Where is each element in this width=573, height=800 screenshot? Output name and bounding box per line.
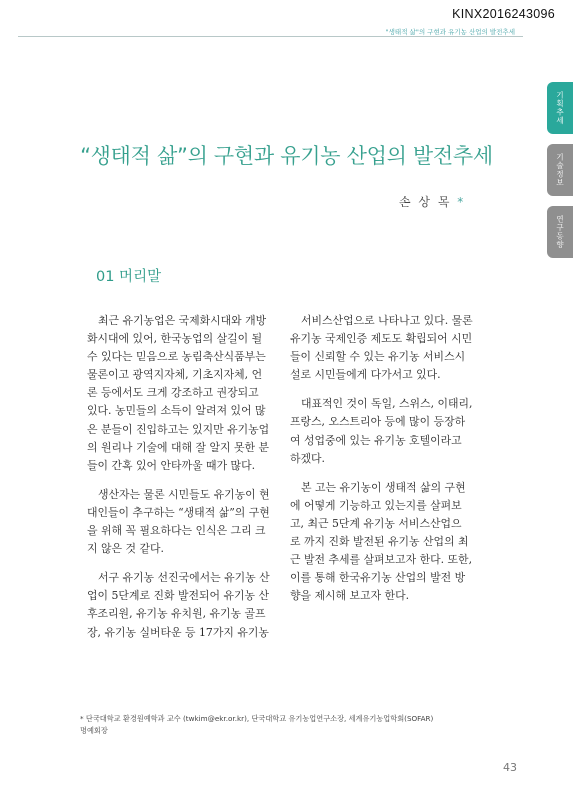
text-line: 들이 간혹 있어 안타까울 때가 많다. bbox=[87, 458, 256, 472]
text-line: 여 성업중에 있는 유기농 호텔이라고 bbox=[290, 433, 462, 447]
author-name: 손 상 목 bbox=[399, 195, 452, 209]
text-line: 대표적인 것이 독일, 스위스, 이태리, bbox=[301, 397, 473, 411]
text-line: 향을 제시해 보고자 한다. bbox=[290, 589, 410, 603]
body-column-right bbox=[290, 312, 473, 616]
author-line bbox=[399, 193, 465, 210]
text-line: 근 발전 추세를 살펴보고자 한다. 또한, bbox=[290, 553, 473, 567]
section-heading: 01 머리말 bbox=[96, 269, 162, 285]
text-line: 업이 5단계로 진화 발전되어 유기농 산 bbox=[87, 589, 270, 603]
text-line: 하겠다. bbox=[290, 451, 326, 465]
text-line: 장, 유기농 실버타운 등 17가지 유기농 bbox=[87, 625, 269, 639]
text-line: 있다. 농민들의 소득이 알려져 있어 많 bbox=[87, 404, 266, 418]
document-id: KINX2016243096 bbox=[452, 7, 555, 21]
text-line: 서구 유기농 선진국에서는 유기농 산 bbox=[98, 571, 270, 585]
side-tab-research[interactable]: 연구동향 bbox=[547, 206, 573, 258]
paragraph bbox=[290, 479, 473, 606]
header-rule bbox=[18, 36, 523, 37]
running-header: "생태적 삶"의 구현과 유기농 산업의 발전추세 bbox=[385, 28, 515, 36]
text-line: 생산자는 물론 시민들도 유기농이 현 bbox=[98, 487, 270, 501]
text-line: 최근 유기농업은 국제화시대와 개방 bbox=[98, 314, 267, 327]
text-line: 후조리원, 유기농 유치원, 유기농 골프 bbox=[87, 607, 266, 621]
text-line: 로 까지 진화 발전된 유기농 산업의 최 bbox=[290, 535, 469, 549]
text-line: 화시대에 있어, 한국농업의 살길이 될 bbox=[87, 332, 263, 346]
text-line: 에 어떻게 기능하고 있는지를 살펴보 bbox=[290, 498, 462, 512]
author-footnote-mark: * bbox=[457, 195, 466, 209]
paragraph bbox=[290, 312, 473, 384]
page-number: 43 bbox=[503, 761, 517, 774]
text-line: 의 원리나 기술에 대해 잘 알지 못한 분 bbox=[87, 440, 270, 454]
text-line: 설로 시민들에게 다가서고 있다. bbox=[290, 368, 441, 382]
side-tab-tech-info[interactable]: 기술정보 bbox=[547, 144, 573, 196]
text-line: 수 있다는 믿음으로 농림축산식품부는 bbox=[87, 350, 266, 364]
text-line: 프랑스, 오스트리아 등에 많이 등장하 bbox=[290, 415, 466, 429]
text-line: 들이 신뢰할 수 있는 유기농 서비스시 bbox=[290, 350, 466, 364]
text-line: 서비스산업으로 나타나고 있다. 물론 bbox=[301, 314, 473, 327]
text-line: 물론이고 광역지자체, 기초지자체, 언 bbox=[87, 368, 263, 382]
paragraph bbox=[87, 486, 270, 558]
side-tab-planning[interactable]: 기획추세 bbox=[547, 82, 573, 134]
side-tabs bbox=[547, 82, 573, 268]
text-line: 이를 통해 한국유기농 산업의 발전 방 bbox=[290, 571, 466, 585]
text-line: 유기농 국제인증 제도도 확립되어 시민 bbox=[290, 332, 473, 346]
body-column-left bbox=[87, 312, 270, 653]
article-title: “생태적 삶”의 구현과 유기농 산업의 발전추세 bbox=[80, 144, 493, 168]
paragraph bbox=[87, 312, 270, 475]
footnote-line: 명예회장 bbox=[80, 726, 108, 735]
text-line: 을 위해 꼭 필요하다는 인식은 그리 크 bbox=[87, 524, 266, 538]
paragraph bbox=[290, 395, 473, 467]
text-line: 은 분들이 진입하고는 있지만 유기농업 bbox=[87, 422, 270, 436]
text-line: 본 고는 유기농이 생태적 삶의 구현 bbox=[301, 480, 466, 494]
text-line: 론 등에서도 크게 강조하고 권장되고 bbox=[87, 386, 259, 400]
text-line: 대인들이 추구하는 “생태적 삶”의 구현 bbox=[87, 505, 270, 519]
text-line: 고, 최근 5단계 유기농 서비스산업으 bbox=[290, 516, 462, 530]
footnote bbox=[80, 713, 433, 737]
text-line: 지 않은 것 같다. bbox=[87, 542, 164, 556]
paragraph bbox=[87, 569, 270, 641]
footnote-line: * 단국대학교 환경원예학과 교수 (twkim@ekr.or.kr), 단국대학교 유기농업연구소장, 세계유기농업학회(SOFAR) bbox=[80, 714, 434, 723]
